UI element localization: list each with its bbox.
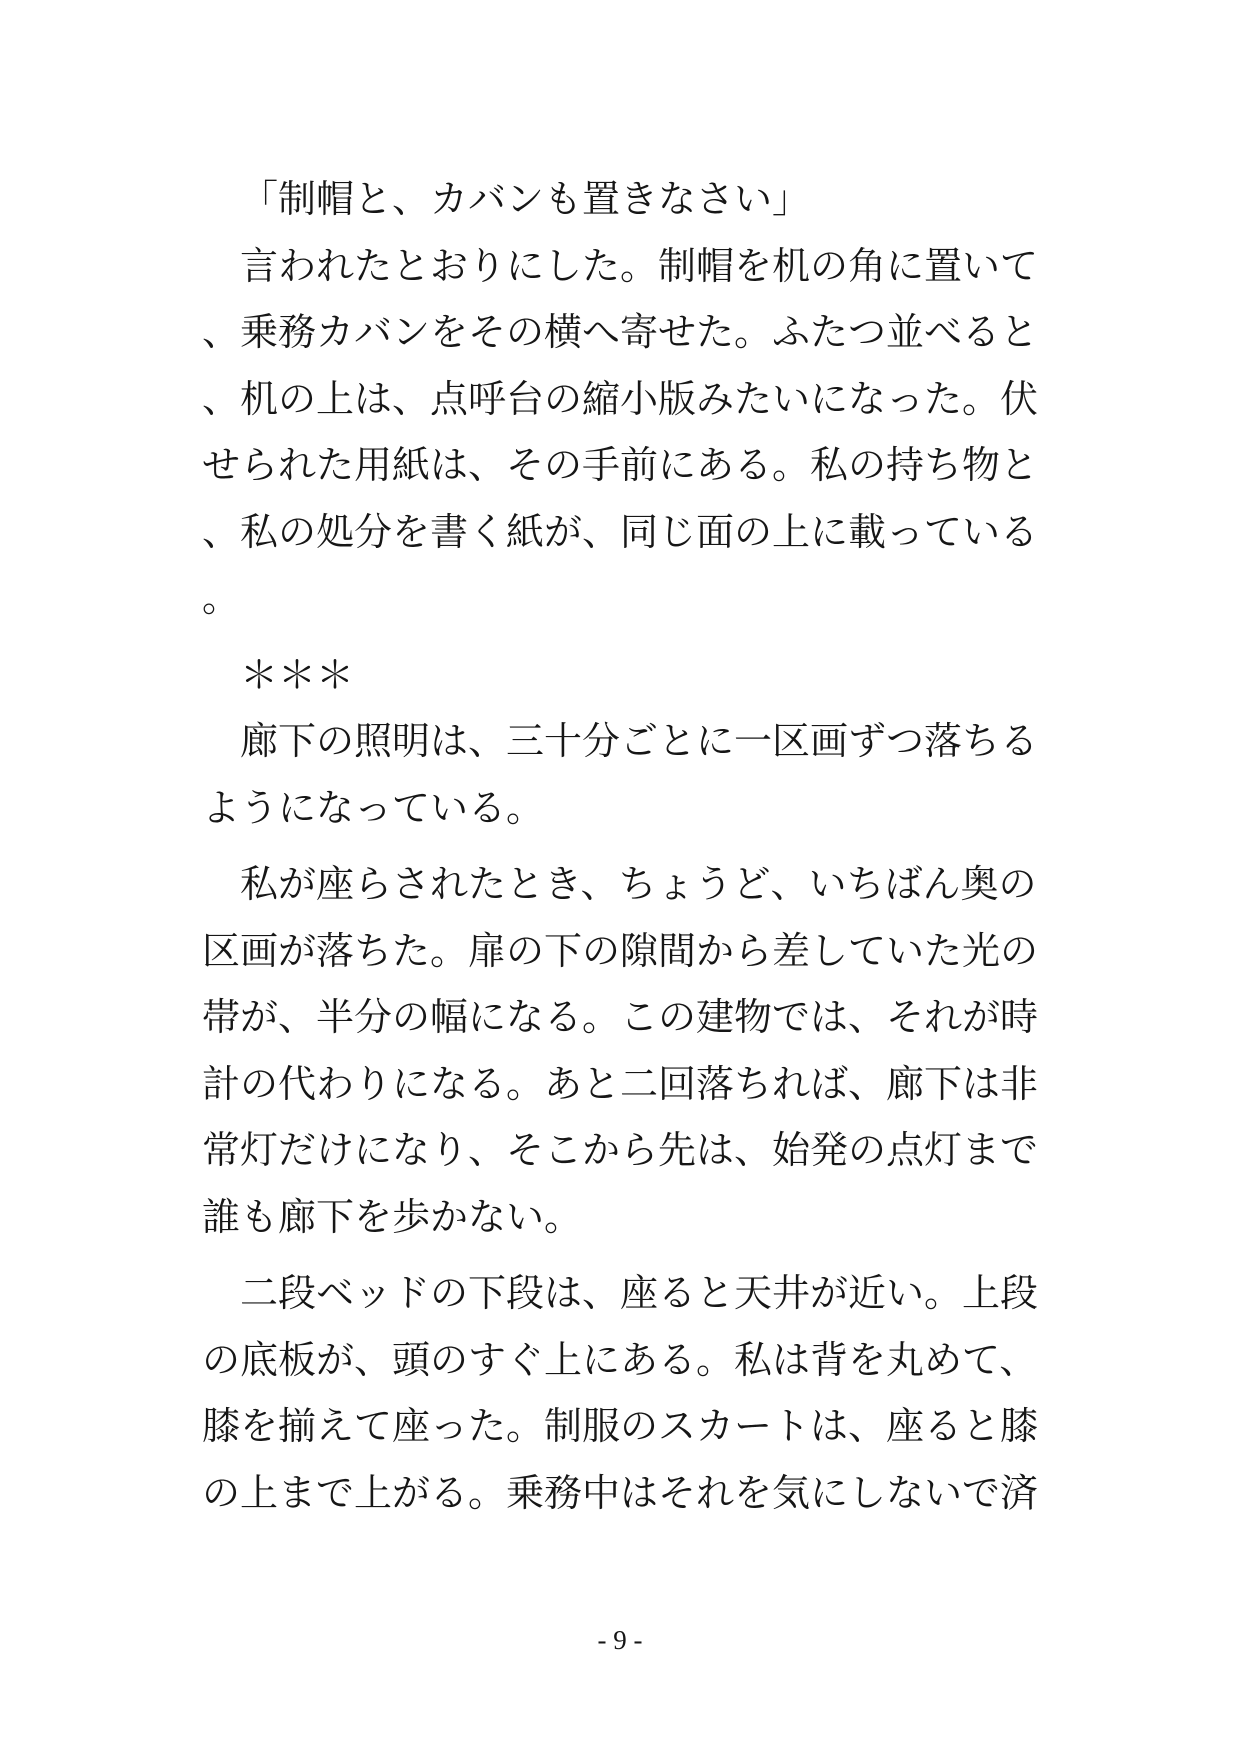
paragraph-bunk-bed: 二段ベッドの下段は、座ると天井が近い。上段の底板が、頭のすぐ上にある。私は背を丸めて、膝を揃えて座った。制服のスカートは、座ると膝の上まで上がる。乗務中はそれを気にしないで済 bbox=[202, 1271, 1039, 1515]
page-number: - 9 - bbox=[597, 1625, 643, 1655]
paragraph-dialogue: 「制帽と、カバンも置きなさい」 bbox=[240, 177, 811, 221]
body-text bbox=[202, 166, 1040, 1526]
paragraph-desk-items: 言われたとおりにした。制帽を机の角に置いて、乗務カバンをその横へ寄せた。ふたつ並べると、机の上は、点呼台の縮小版みたいになった。伏せられた用紙は、その手前にある。私の持ち物と、私の処分を書く紙が、同じ面の上に載っている。 bbox=[202, 243, 1039, 620]
section-break: ＊＊＊ bbox=[240, 652, 355, 697]
paragraph-hall-lights: 廊下の照明は、三十分ごとに一区画ずつ落ちるようになっている。 bbox=[202, 719, 1039, 830]
paragraph-light-band: 私が座らされたとき、ちょうど、いちばん奥の区画が落ちた。扉の下の隙間から差していた光の帯が、半分の幅になる。この建物では、それが時計の代わりになる。あと二回落ちれば、廊下は非常灯だけになり、そこから先は、始発の点灯まで誰も廊下を歩かない。 bbox=[202, 862, 1039, 1239]
